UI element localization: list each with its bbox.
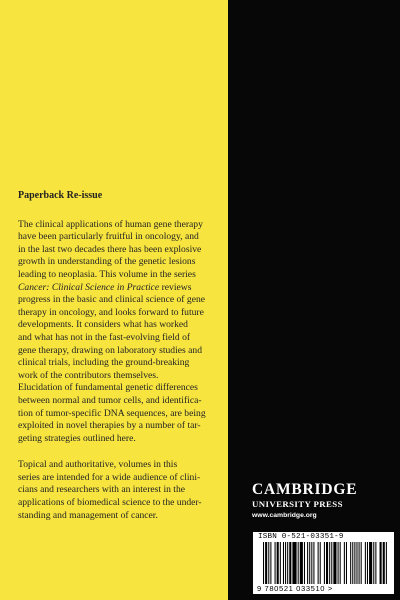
barcode-bar bbox=[304, 542, 305, 584]
barcode-bar bbox=[338, 542, 339, 584]
publisher-subname: UNIVERSITY PRESS bbox=[252, 499, 343, 509]
section-title: Paperback Re-issue bbox=[18, 190, 103, 201]
barcode-bar bbox=[380, 542, 382, 584]
barcode-bar bbox=[344, 542, 345, 584]
barcode-bar bbox=[311, 542, 312, 584]
isbn-barcode bbox=[253, 532, 394, 594]
barcode-bar bbox=[307, 542, 308, 584]
barcode-bar bbox=[263, 542, 264, 584]
text-line: and what has not in the fast-evolving field of bbox=[18, 331, 191, 343]
barcode-bar bbox=[289, 542, 291, 584]
text-line: The clinical applications of human gene therapy bbox=[18, 218, 203, 230]
text-line: Elucidation of fundamental genetic differences bbox=[18, 382, 198, 394]
series-title: Cancer: Clinical Science in Practice bbox=[18, 281, 160, 293]
barcode-bar bbox=[361, 542, 362, 584]
text-line: developments. It considers what has worked bbox=[18, 319, 188, 331]
barcode-bar bbox=[367, 542, 368, 584]
barcode-bar bbox=[383, 542, 385, 584]
text-line: geting strategies outlined here. bbox=[18, 432, 136, 444]
text-line: leading to neoplasia. This volume in the series bbox=[18, 268, 196, 280]
barcode-bar bbox=[280, 542, 281, 584]
text-line: exploited in novel therapies by a number of tar- bbox=[18, 420, 201, 432]
barcode-bar bbox=[298, 542, 299, 584]
barcode-bar bbox=[268, 542, 269, 584]
isbn-number: ISBN 0-521-03351-9 bbox=[258, 533, 344, 541]
barcode-bar bbox=[375, 542, 376, 584]
barcode-bar bbox=[354, 542, 355, 584]
barcode-arrow: > bbox=[327, 584, 333, 593]
publisher-name: CAMBRIDGE bbox=[252, 481, 358, 498]
barcode-bar bbox=[270, 542, 271, 584]
barcode-bar bbox=[356, 542, 357, 584]
barcode-bar bbox=[309, 542, 310, 584]
text-line: standing and management of cancer. bbox=[18, 509, 158, 521]
text-line: growth in understanding of the genetic lesions bbox=[18, 256, 196, 268]
barcode-bar bbox=[275, 542, 276, 584]
barcode-bar bbox=[285, 542, 286, 584]
barcode-bar bbox=[352, 542, 353, 584]
text-line: tion of tumor-specific DNA sequences, are being bbox=[18, 407, 206, 419]
text-line: progress in the basic and clinical science of gene bbox=[18, 294, 206, 306]
text-line bbox=[18, 282, 222, 295]
barcode-bar bbox=[277, 542, 279, 584]
barcode-bar bbox=[300, 542, 303, 584]
barcode-bar bbox=[373, 542, 374, 584]
blurb-column bbox=[18, 190, 222, 536]
barcode-bar bbox=[386, 542, 387, 584]
barcode-bar bbox=[350, 542, 351, 584]
text-line: therapy in oncology, and looks forward to future bbox=[18, 306, 204, 318]
description-paragraph bbox=[18, 219, 222, 446]
text-line: Topical and authoritative, volumes in this bbox=[18, 459, 178, 471]
text-line: work of the contributors themselves. bbox=[18, 369, 159, 381]
publisher-url: www.cambridge.org bbox=[252, 512, 317, 519]
barcode-bar bbox=[346, 542, 347, 584]
barcode-bar bbox=[292, 542, 296, 584]
barcode-bar bbox=[333, 542, 336, 584]
barcode-icon bbox=[253, 542, 394, 586]
text-line: cians and researchers with an interest in the bbox=[18, 484, 186, 496]
barcode-bar bbox=[329, 542, 330, 584]
text-line: between normal and tumor cells, and identifica- bbox=[18, 394, 202, 406]
text-line: clinical trials, including the ground-breaking bbox=[18, 357, 190, 369]
barcode-bar bbox=[326, 542, 328, 584]
barcode-bar bbox=[265, 542, 267, 584]
barcode-bar bbox=[318, 542, 319, 584]
barcode-bar bbox=[313, 542, 314, 584]
text-line: applications of biomedical science to the under- bbox=[18, 497, 202, 509]
barcode-digits bbox=[257, 585, 333, 593]
audience-paragraph bbox=[18, 459, 222, 522]
barcode-bar bbox=[283, 542, 284, 584]
text-line: in the last two decades there has been explosive bbox=[18, 243, 202, 255]
barcode-bar bbox=[320, 542, 321, 584]
barcode-bar bbox=[365, 542, 366, 584]
barcode-bar bbox=[324, 542, 325, 584]
barcode-number: 9 780521 033510 bbox=[257, 584, 326, 593]
barcode-bar bbox=[340, 542, 341, 584]
barcode-bar bbox=[287, 542, 288, 584]
publisher-logo bbox=[252, 482, 400, 520]
text-line: have been particularly fruitful in oncology, and bbox=[18, 231, 199, 243]
barcode-bar bbox=[331, 542, 332, 584]
text-line: series are intended for a wide audience of clini- bbox=[18, 471, 201, 483]
text-fragment: reviews bbox=[159, 281, 192, 293]
barcode-bar bbox=[369, 542, 372, 584]
text-line: gene therapy, drawing on laboratory studies and bbox=[18, 344, 203, 356]
barcode-bar bbox=[359, 542, 360, 584]
